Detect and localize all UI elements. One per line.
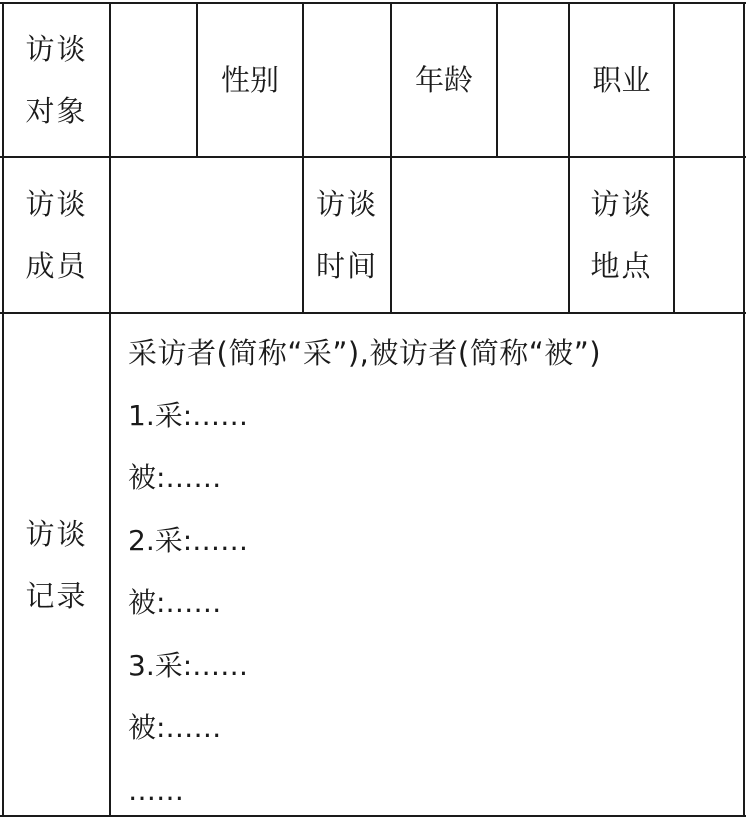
- age-value[interactable]: [498, 4, 568, 156]
- gender-value[interactable]: [304, 4, 390, 156]
- members-label: [4, 158, 109, 312]
- occupation-label: 职业: [570, 4, 673, 156]
- time-value[interactable]: [392, 158, 568, 312]
- record-intro: 采访者(简称“采”),被访者(简称“被”): [128, 322, 738, 385]
- record-label-line1: 访谈: [25, 503, 87, 565]
- place-label-line2: 地点: [590, 235, 652, 297]
- members-value[interactable]: [111, 158, 302, 312]
- place-label-line1: 访谈: [590, 173, 652, 235]
- time-label: [304, 158, 390, 312]
- interviewee-label-line2: 对象: [25, 80, 87, 142]
- time-label-line2: 时间: [316, 235, 378, 297]
- record-line: 被:……: [128, 447, 738, 510]
- interviewee-label-line1: 访谈: [25, 18, 87, 80]
- interviewee-label: [4, 4, 109, 156]
- record-line: 被:……: [128, 572, 738, 635]
- time-label-line1: 访谈: [316, 173, 378, 235]
- row-divider-2: [0, 312, 746, 314]
- record-label: [4, 314, 109, 815]
- record-line: 被:……: [128, 697, 738, 760]
- record-label-line2: 记录: [25, 565, 87, 627]
- gender-label: 性别: [198, 4, 302, 156]
- record-line: 1.采:……: [128, 385, 738, 448]
- place-value[interactable]: [675, 158, 743, 312]
- members-label-line1: 访谈: [25, 173, 87, 235]
- record-line: ……: [128, 760, 738, 822]
- members-label-line2: 成员: [25, 235, 87, 297]
- record-line: 3.采:……: [128, 635, 738, 698]
- record-line: 2.采:……: [128, 510, 738, 573]
- record-content[interactable]: [128, 322, 738, 822]
- age-label: 年龄: [392, 4, 496, 156]
- occupation-value[interactable]: [675, 4, 743, 156]
- place-label: [570, 158, 673, 312]
- interviewee-value[interactable]: [111, 4, 196, 156]
- table-border-right: [743, 2, 745, 817]
